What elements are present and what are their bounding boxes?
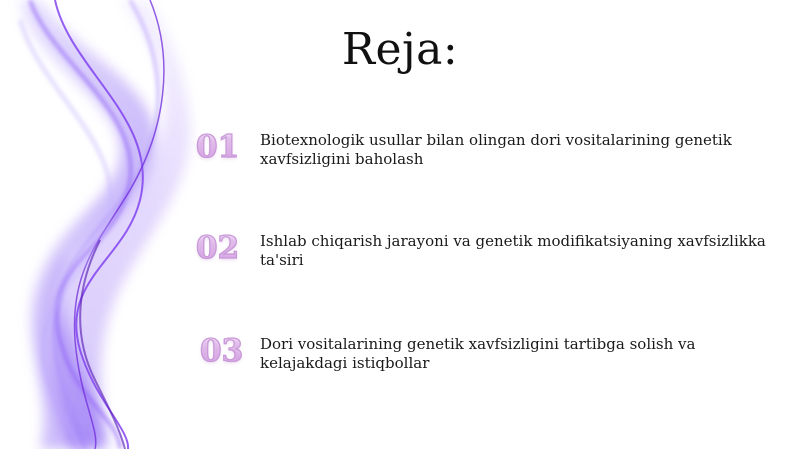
agenda-text: Biotexnologik usullar bilan olingan dori vositalarining genetik xavfsizligini baholash [260, 131, 732, 168]
agenda-text: Ishlab chiqarish jarayoni va genetik modifikatsiyaning xavfsizlikka ta'siri [260, 232, 766, 269]
agenda-number: 03 [200, 331, 260, 371]
agenda-number: 02 [196, 228, 256, 268]
agenda-number: 01 [196, 127, 256, 167]
agenda-text: Dori vositalarining genetik xavfsizligini tartibga solish va kelajakdagi istiqbollar [260, 335, 696, 372]
agenda-item-1 [196, 127, 786, 187]
slide-title: Reja: [341, 24, 459, 75]
agenda-item-2 [196, 228, 786, 288]
purple-smoke-decoration [0, 0, 200, 449]
agenda-item-3 [196, 331, 786, 391]
